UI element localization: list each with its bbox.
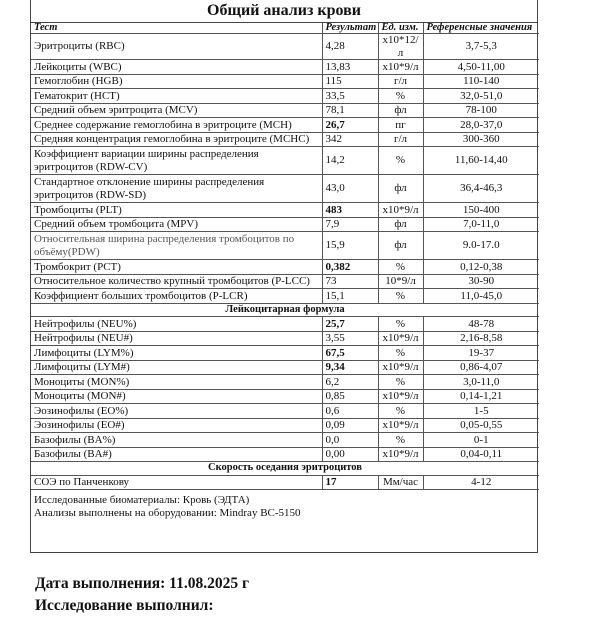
table-header-row <box>31 23 539 34</box>
result-value: 78,1 <box>322 103 378 118</box>
reference-value: 0,14-1,21 <box>423 389 539 404</box>
reference-value: 19-37 <box>423 346 539 361</box>
table-row <box>31 34 539 60</box>
main-rows <box>31 34 539 304</box>
unit-value: % <box>378 375 423 390</box>
test-name: Тромбоциты (PLT) <box>31 203 322 218</box>
unit-value: % <box>378 260 423 275</box>
results-table <box>31 23 539 490</box>
test-name: Эритроциты (RBC) <box>31 34 322 60</box>
table-row <box>31 217 539 232</box>
table-row <box>31 289 539 304</box>
table-row <box>31 132 539 147</box>
table-row <box>31 447 539 462</box>
result-value: 14,2 <box>322 147 378 175</box>
unit-value: 10*9/л <box>378 274 423 289</box>
table-row <box>31 360 539 375</box>
result-value: 0,00 <box>322 447 378 462</box>
test-name: Коэффициент вариации ширины распределения эритроцитов (RDW-CV) <box>31 147 322 175</box>
reference-value: 0,12-0,38 <box>423 260 539 275</box>
reference-value: 2,16-8,58 <box>423 331 539 346</box>
result-value: 3,55 <box>322 331 378 346</box>
reference-value: 110-140 <box>423 74 539 89</box>
result-value: 15,9 <box>322 232 378 260</box>
completion-date: Дата выполнения: 11.08.2025 г <box>35 575 249 592</box>
unit-value: фл <box>378 103 423 118</box>
result-value: 43,0 <box>322 175 378 203</box>
table-row <box>31 203 539 218</box>
esr-test: СОЭ по Панченкову <box>31 475 322 490</box>
result-value: 0,0 <box>322 433 378 448</box>
result-value: 342 <box>322 132 378 147</box>
table-row <box>31 118 539 133</box>
unit-value: фл <box>378 175 423 203</box>
unit-value: % <box>378 147 423 175</box>
unit-value: % <box>378 89 423 104</box>
esr-row <box>31 475 539 490</box>
reference-value: 36,4-46,3 <box>423 175 539 203</box>
unit-value: x10*9/л <box>378 389 423 404</box>
test-name: Нейтрофилы (NEU%) <box>31 317 322 332</box>
unit-value: г/л <box>378 74 423 89</box>
header-result: Результат <box>322 23 378 34</box>
result-value: 7,9 <box>322 217 378 232</box>
unit-value: x10*9/л <box>378 360 423 375</box>
performer-label: Исследование выполнил: <box>35 597 214 614</box>
table-row <box>31 389 539 404</box>
result-value: 67,5 <box>322 346 378 361</box>
section-esr-title: Скорость оседания эритроцитов <box>31 462 539 476</box>
report-title: Общий анализ крови <box>31 0 537 23</box>
test-name: Средняя концентрация гемоглобина в эритроците (MCHC) <box>31 132 322 147</box>
table-row <box>31 317 539 332</box>
reference-value: 78-100 <box>423 103 539 118</box>
result-value: 4,28 <box>322 34 378 60</box>
table-row <box>31 74 539 89</box>
table-row <box>31 418 539 433</box>
unit-value: x10*12/л <box>378 34 423 60</box>
unit-value: % <box>378 404 423 419</box>
unit-value: x10*9/л <box>378 447 423 462</box>
table-row <box>31 232 539 260</box>
table-row <box>31 375 539 390</box>
report-sheet <box>30 0 538 553</box>
esr-result: 17 <box>322 475 378 490</box>
unit-value: % <box>378 289 423 304</box>
test-name: Гемоглобин (HGB) <box>31 74 322 89</box>
result-value: 115 <box>322 74 378 89</box>
table-row <box>31 274 539 289</box>
result-value: 15,1 <box>322 289 378 304</box>
unit-value: x10*9/л <box>378 418 423 433</box>
unit-value: фл <box>378 232 423 260</box>
table-row <box>31 346 539 361</box>
reference-value: 0,04-0,11 <box>423 447 539 462</box>
test-name: Лимфоциты (LYM%) <box>31 346 322 361</box>
test-name: Эозинофилы (EO%) <box>31 404 322 419</box>
result-value: 0,85 <box>322 389 378 404</box>
esr-reference: 4-12 <box>423 475 539 490</box>
test-name: Относительная ширина распределения тромбоцитов по объёму(PDW) <box>31 232 322 260</box>
unit-value: % <box>378 317 423 332</box>
reference-value: 48-78 <box>423 317 539 332</box>
result-value: 13,83 <box>322 60 378 75</box>
unit-value: фл <box>378 217 423 232</box>
table-row <box>31 103 539 118</box>
reference-value: 30-90 <box>423 274 539 289</box>
table-row <box>31 331 539 346</box>
table-row <box>31 433 539 448</box>
reference-value: 9.0-17.0 <box>423 232 539 260</box>
table-row <box>31 404 539 419</box>
test-name: Базофилы (BA%) <box>31 433 322 448</box>
unit-value: x10*9/л <box>378 203 423 218</box>
result-value: 73 <box>322 274 378 289</box>
reference-value: 4,50-11,00 <box>423 60 539 75</box>
test-name: Нейтрофилы (NEU#) <box>31 331 322 346</box>
test-name: Базофилы (BA#) <box>31 447 322 462</box>
esr-unit: Мм/час <box>378 475 423 490</box>
table-row <box>31 260 539 275</box>
biomaterial-note: Исследованные биоматериалы: Кровь (ЭДТА) <box>34 494 250 506</box>
equipment-note: Анализы выполнены на оборудовании: Mindray BC-5150 <box>34 507 301 519</box>
reference-value: 11,0-45,0 <box>423 289 539 304</box>
test-name: Стандартное отклонение ширины распределения эритроцитов (RDW-SD) <box>31 175 322 203</box>
header-test: Тест <box>31 23 322 34</box>
table-row <box>31 147 539 175</box>
test-name: Среднее содержание гемоглобина в эритроците (MCH) <box>31 118 322 133</box>
reference-value: 11,60-14,40 <box>423 147 539 175</box>
test-name: Моноциты (MON%) <box>31 375 322 390</box>
leuko-rows <box>31 317 539 462</box>
unit-value: г/л <box>378 132 423 147</box>
reference-value: 150-400 <box>423 203 539 218</box>
reference-value: 0-1 <box>423 433 539 448</box>
test-name: Коэффициент больших тромбоцитов (P-LCR) <box>31 289 322 304</box>
reference-value: 3,0-11,0 <box>423 375 539 390</box>
reference-value: 3,7-5,3 <box>423 34 539 60</box>
table-row <box>31 60 539 75</box>
section-leuko-row <box>31 303 539 317</box>
result-value: 9,34 <box>322 360 378 375</box>
reference-value: 28,0-37,0 <box>423 118 539 133</box>
unit-value: % <box>378 433 423 448</box>
test-name: Тромбокрит (PCT) <box>31 260 322 275</box>
unit-value: x10*9/л <box>378 60 423 75</box>
unit-value: пг <box>378 118 423 133</box>
test-name: Гематокрит (HCT) <box>31 89 322 104</box>
test-name: Эозинофилы (EO#) <box>31 418 322 433</box>
reference-value: 300-360 <box>423 132 539 147</box>
reference-value: 1-5 <box>423 404 539 419</box>
table-row <box>31 89 539 104</box>
test-name: Относительное количество крупный тромбоцитов (P-LCC) <box>31 274 322 289</box>
reference-value: 0,86-4,07 <box>423 360 539 375</box>
result-value: 33,5 <box>322 89 378 104</box>
header-reference: Референсные значения <box>423 23 539 34</box>
result-value: 6,2 <box>322 375 378 390</box>
reference-value: 0,05-0,55 <box>423 418 539 433</box>
result-value: 483 <box>322 203 378 218</box>
result-value: 0,6 <box>322 404 378 419</box>
reference-value: 7,0-11,0 <box>423 217 539 232</box>
unit-value: % <box>378 346 423 361</box>
table-row <box>31 175 539 203</box>
section-leuko-title: Лейкоцитарная формула <box>31 303 539 317</box>
test-name: Лимфоциты (LYM#) <box>31 360 322 375</box>
result-value: 0,09 <box>322 418 378 433</box>
unit-value: x10*9/л <box>378 331 423 346</box>
notes <box>31 490 537 520</box>
test-name: Лейкоциты (WBC) <box>31 60 322 75</box>
section-esr-row <box>31 462 539 476</box>
reference-value: 32,0-51,0 <box>423 89 539 104</box>
header-unit: Ед. изм. <box>378 23 423 34</box>
test-name: Средний объем эритроцита (MCV) <box>31 103 322 118</box>
test-name: Средний объем тромбоцита (MPV) <box>31 217 322 232</box>
test-name: Моноциты (MON#) <box>31 389 322 404</box>
result-value: 25,7 <box>322 317 378 332</box>
result-value: 0,382 <box>322 260 378 275</box>
result-value: 26,7 <box>322 118 378 133</box>
